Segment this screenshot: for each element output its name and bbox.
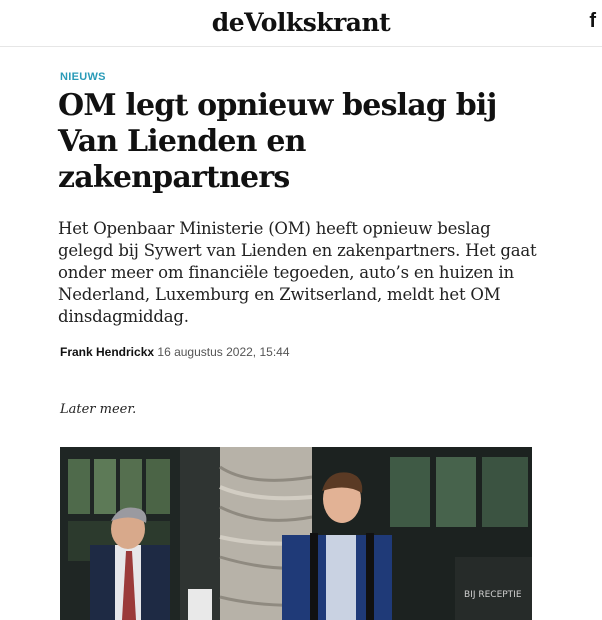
facebook-icon[interactable]: f [589, 10, 596, 32]
publish-date: 16 augustus 2022, 15:44 [157, 345, 290, 359]
top-bar [0, 0, 602, 47]
site-logo[interactable]: deVolkskrant [211, 8, 391, 37]
section-label[interactable]: NIEUWS [60, 71, 106, 83]
article-headline: OM legt opnieuw beslag bij Van Lienden en zakenpartners [58, 88, 497, 195]
reception-sign: BIJ RECEPTIE [464, 590, 522, 600]
article-photo [60, 447, 532, 620]
photo-illustration [60, 447, 532, 620]
author-name[interactable]: Frank Hendrickx [60, 345, 155, 359]
byline [60, 345, 290, 359]
body-note: Later meer. [60, 402, 137, 417]
article-intro: Het Openbaar Ministerie (OM) heeft opnieuw beslag gelegd bij Sywert van Lienden en zakenpartners. Het gaat onder meer om financiële tegoeden, auto’s en huizen in Nederland, Luxemburg en Zwitserland, meldt het OM dinsdagmiddag. [58, 219, 537, 326]
